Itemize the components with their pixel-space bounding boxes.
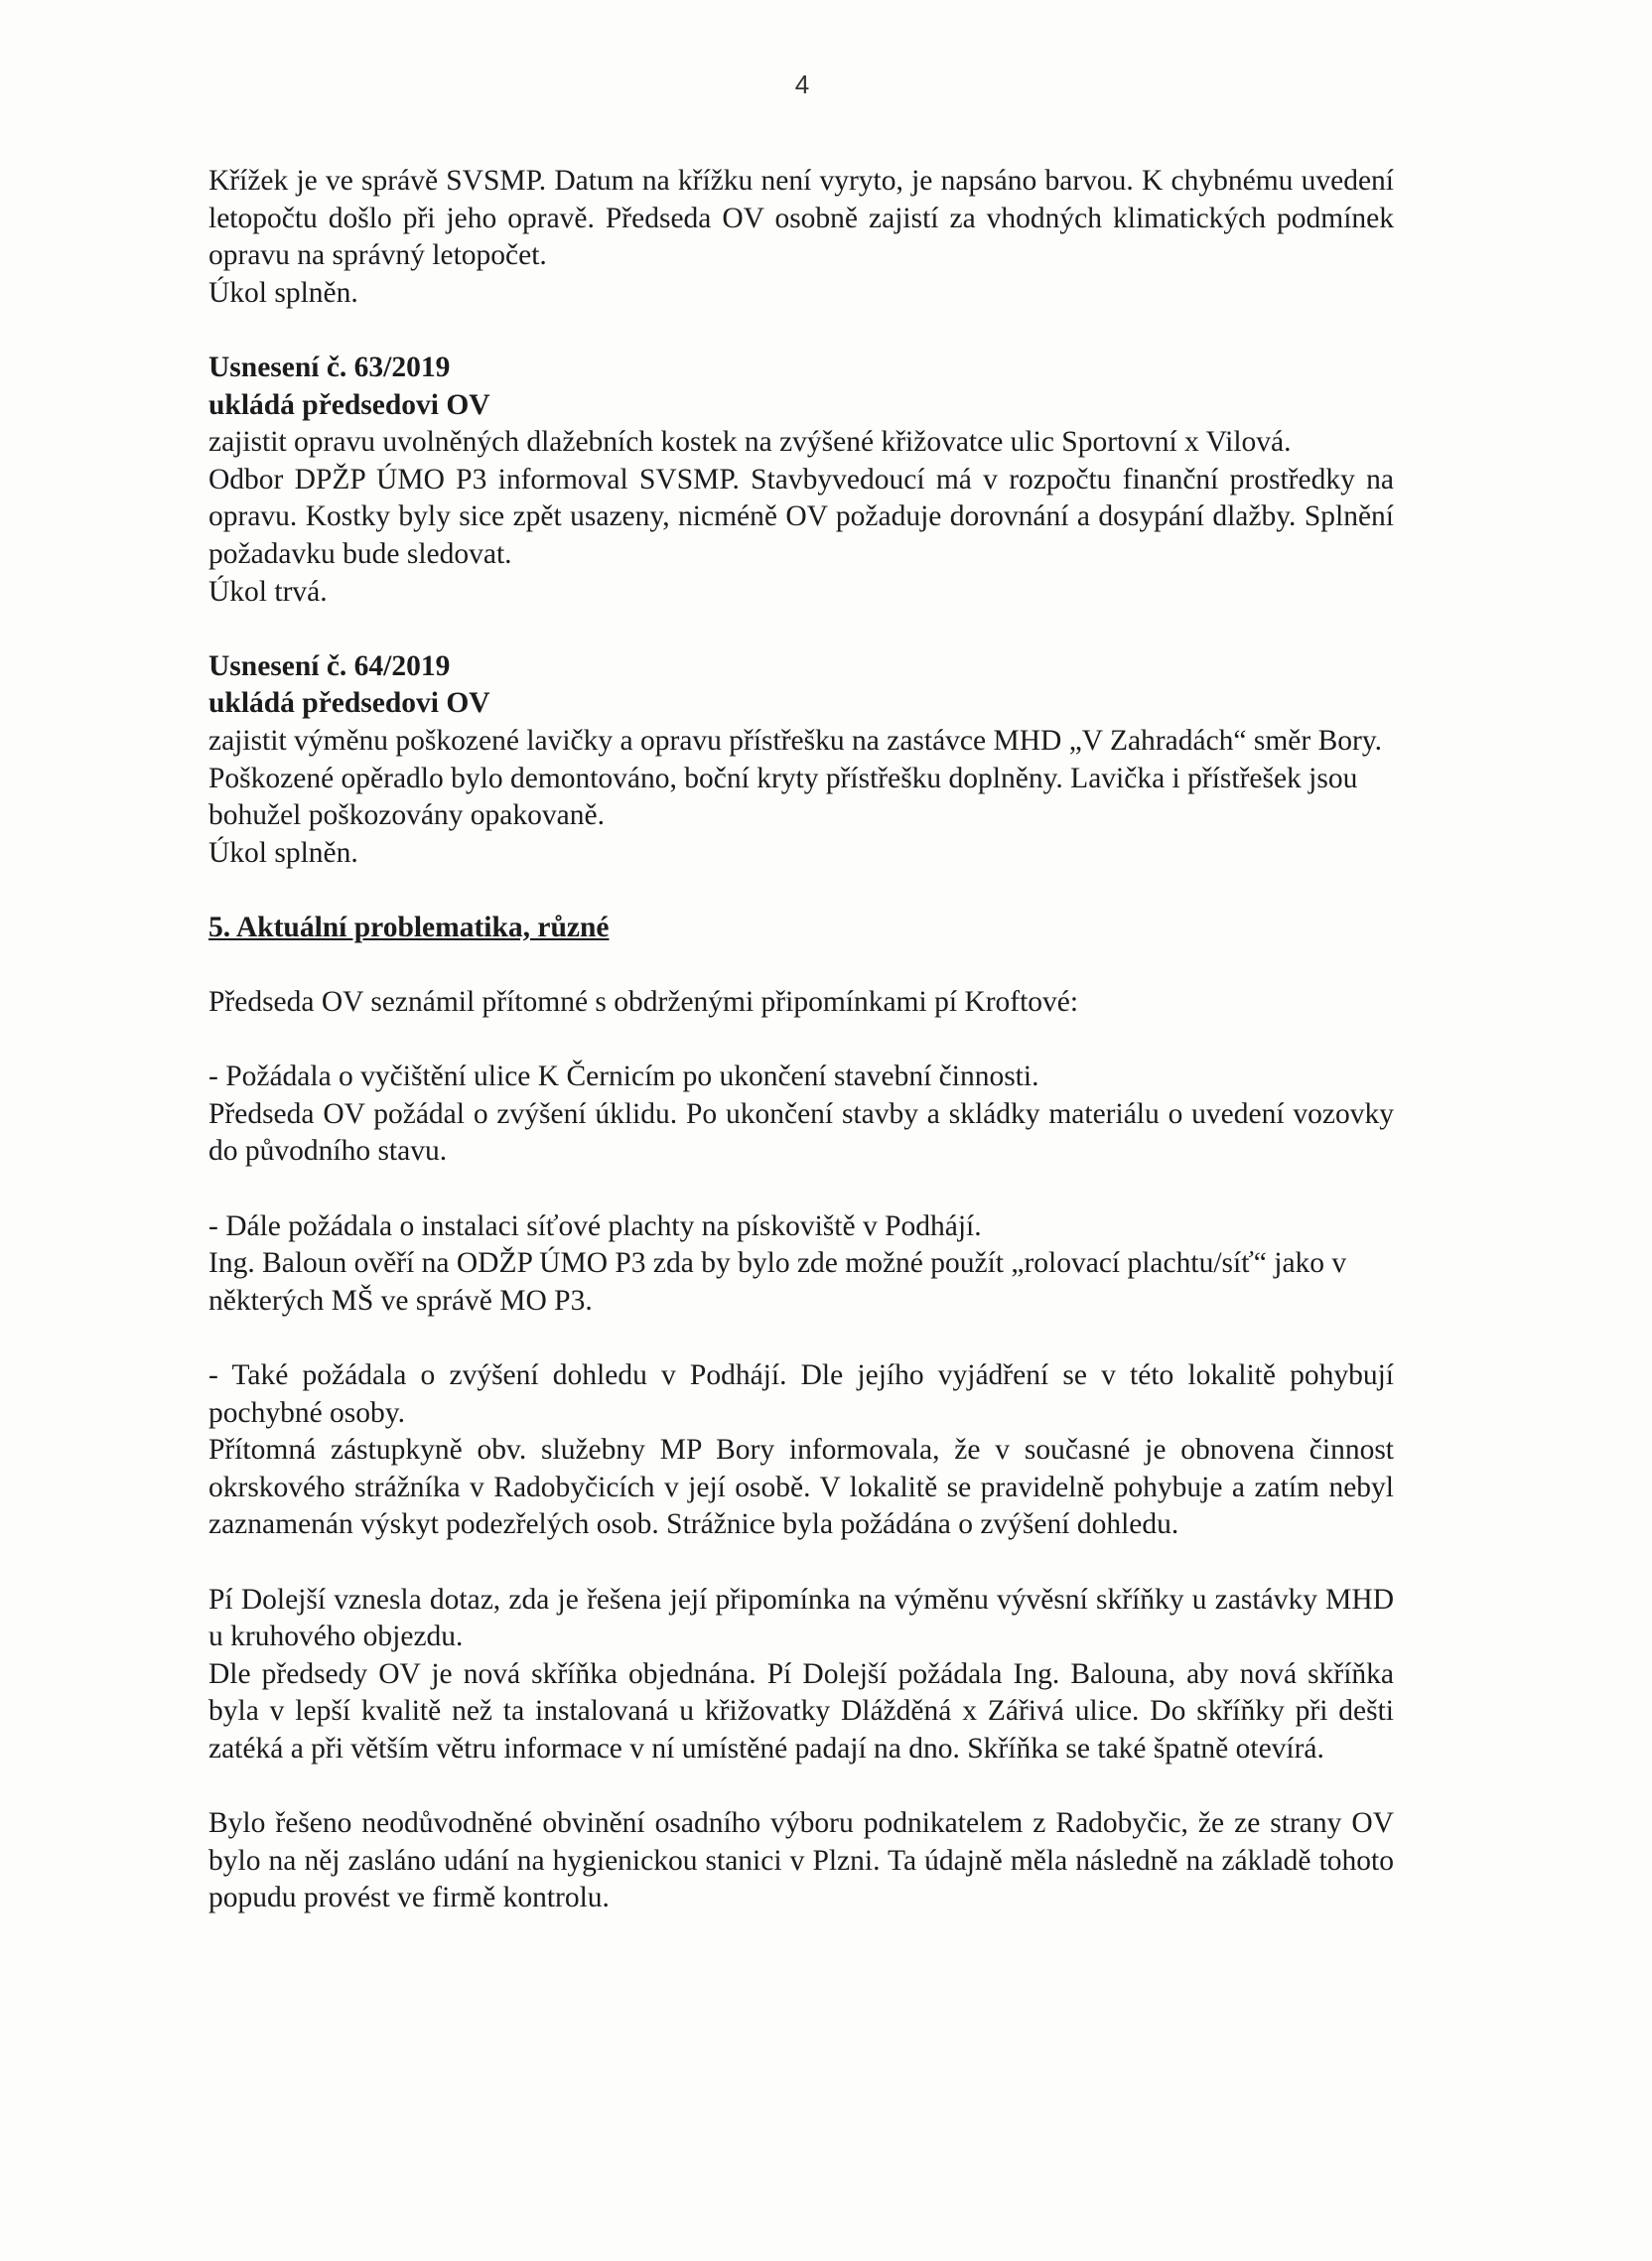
answer-paragraph: Dle předsedy OV je nová skříňka objednána. Pí Dolejší požádala Ing. Balouna, aby nová skříňka byla v lepší kvalitě než ta instalovaná u křižovatky Dlážděná x Zářivá ulice. Do skříňky při dešti zatéká a při větším větru informace v ní umístěné padají na dno. Skříňka se také špatně otevírá. xyxy=(208,1657,1394,1765)
request-response: Přítomná zástupkyně obv. služebny MP Bory informovala, že v současné je obnovena činnost okrskového strážníka v Radobyčicích v její osobě. V lokalitě se pravidelně pohybuje a zatím nebyl zaznamenán výskyt podezřelých osob. Strážnice byla požádána o zvýšení dohledu. xyxy=(208,1434,1394,1541)
task-status: Úkol splněn. xyxy=(208,836,358,869)
task-status: Úkol splněn. xyxy=(208,276,358,309)
request-item: - Dále požádala o instalaci síťové plachty na pískoviště v Podhájí. xyxy=(208,1209,982,1242)
task-status: Úkol trvá. xyxy=(208,575,328,608)
resolution-body: Odbor DPŽP ÚMO P3 informoval SVSMP. Stavbyvedoucí má v rozpočtu finanční prostředky na opravu. Kostky byly sice zpět usazeny, nicméně OV požaduje dorovnání a dosypání dlažby. Splnění požadavku bude sledovat. xyxy=(208,463,1394,570)
request-item: - Požádala o vyčištění ulice K Černicím po ukončení stavební činnosti. xyxy=(208,1060,1039,1093)
request-response: Předseda OV požádal o zvýšení úklidu. Po ukončení stavby a skládky materiálu o uvedení vozovky do původního stavu. xyxy=(208,1097,1394,1168)
accusation-paragraph: Bylo řešeno neodůvodněné obvinění osadního výboru podnikatelem z Radobyčic, že ze strany OV bylo na něj zasláno udání na hygienickou stanici v Plzni. Ta údajně měla následně na základě tohoto popudu provést ve firmě kontrolu. xyxy=(208,1807,1394,1914)
resolution-body: Poškozené opěradlo bylo demontováno, boční kryty přístřešku doplněny. Lavička i přístřešek jsou bohužel poškozovány opakovaně. xyxy=(208,762,1358,832)
resolution-task: zajistit výměnu poškozené lavičky a opravu přístřešku na zastávce MHD „V Zahradách“ směr Bory. xyxy=(208,724,1383,757)
resolution-subtitle: ukládá předsedovi OV xyxy=(208,388,490,421)
request-response: Ing. Baloun ověří na ODŽP ÚMO P3 zda by bylo zde možné použít „rolovací plachtu/síť“ jako v některých MŠ ve správě MO P3. xyxy=(208,1247,1347,1317)
resolution-title: Usnesení č. 64/2019 xyxy=(208,649,451,682)
section-heading: 5. Aktuální problematika, různé xyxy=(208,911,610,943)
request-item: - Také požádala o zvýšení dohledu v Podhájí. Dle jejího vyjádření se v této lokalitě pohybují pochybné osoby. xyxy=(208,1359,1394,1429)
section-intro: Předseda OV seznámil přítomné s obdrženými připomínkami pí Kroftové: xyxy=(208,986,1079,1019)
paragraph-cross-repair: Křížek je ve správě SVSMP. Datum na křížku není vyryto, je napsáno barvou. K chybnému uvedení letopočtu došlo při jeho opravě. Předseda OV osobně zajistí za vhodných klimatických podmínek opravu na správný letopočet. xyxy=(208,165,1394,272)
resolution-subtitle: ukládá předsedovi OV xyxy=(208,687,490,720)
resolution-task: zajistit opravu uvolněných dlažebních kostek na zvýšené křižovatce ulic Sportovní x Vilová. xyxy=(208,426,1292,459)
document-body xyxy=(208,163,1394,1917)
page-number: 4 xyxy=(794,70,810,99)
question-paragraph: Pí Dolejší vznesla dotaz, zda je řešena její připomínka na výměnu vývěsní skříňky u zastávky MHD u kruhového objezdu. xyxy=(208,1583,1394,1653)
resolution-title: Usnesení č. 63/2019 xyxy=(208,351,451,383)
